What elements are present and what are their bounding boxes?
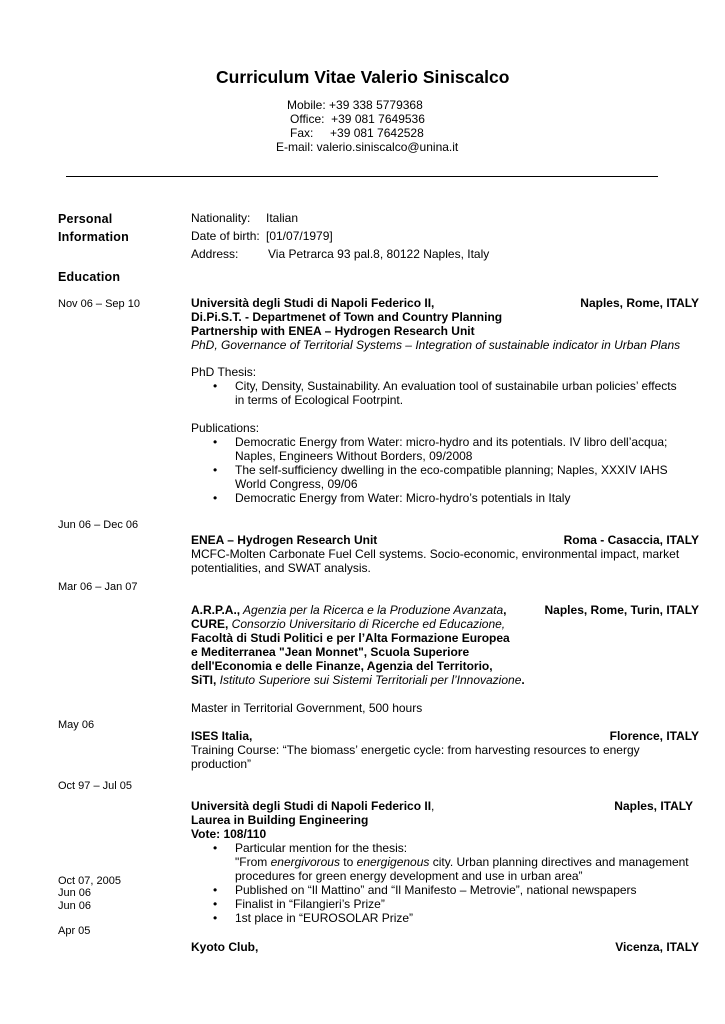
bullet: •	[213, 841, 218, 855]
date-entry5: Oct 97 – Jul 05	[58, 780, 132, 792]
entry1-pub2-line2: World Congress, 09/06	[235, 477, 358, 491]
entry1-location: Naples, Rome, ITALY	[580, 296, 699, 310]
date-entry2: Jun 06 – Dec 06	[58, 519, 139, 531]
entry1-pub2-line1: The self-sufficiency dwelling in the eco-compatible planning; Naples, XXXIV IAHS	[235, 463, 668, 477]
header-divider	[66, 176, 658, 177]
entry5-thesis-energigenous: energigenous	[356, 855, 430, 869]
entry5-thesis-line3: procedures for green energy development and use in urban area”	[235, 869, 583, 883]
entry5-published: Published on “Il Mattino” and “Il Manifesto – Metrovie”, national newspapers	[235, 883, 637, 897]
entry1-pub1-line1: Democratic Energy from Water: micro-hydro and its potentials. IV libro dell’acqua;	[235, 435, 668, 449]
date-entry4: May 06	[58, 719, 95, 731]
section-personal-line2: Information	[58, 230, 129, 244]
bullet: •	[213, 883, 218, 897]
contact-fax: Fax: +39 081 7642528	[290, 126, 424, 140]
entry2-org: ENEA – Hydrogen Research Unit	[191, 533, 378, 547]
entry1-pub3: Democratic Energy from Water: Micro-hydro’s potentials in Italy	[235, 491, 571, 505]
bullet: •	[213, 379, 218, 393]
entry3-line2	[191, 617, 505, 631]
entry3-line5: dell'Economia e delle Finanze, Agenzia del Territorio,	[191, 659, 493, 673]
bullet: •	[213, 491, 218, 505]
entry3-line6	[191, 673, 525, 687]
bullet: •	[213, 435, 218, 449]
entry3-siti: SiTI,	[191, 673, 217, 687]
entry2-location: Roma - Casaccia, ITALY	[563, 533, 699, 547]
entry3-arpa: A.R.P.A.,	[191, 603, 241, 617]
section-education: Education	[58, 270, 121, 284]
entry1-department: Di.Pi.S.T. - Departmenet of Town and Country Planning	[191, 310, 503, 324]
entry5-thesis-title	[235, 855, 689, 869]
entry4-desc-line2: production”	[191, 757, 252, 771]
entry5-thesis-part-a: "From	[235, 855, 271, 869]
entry3-siti-period: .	[521, 673, 525, 687]
entry3-arpa-comma: ,	[503, 603, 507, 617]
entry3-arpa-name: Agenzia per la Ricerca e la Produzione Avanzata	[240, 603, 504, 617]
bullet: •	[213, 897, 218, 911]
entry3-cure-name: Consorzio Universitario di Ricerche ed Educazione,	[228, 617, 506, 631]
date-entry6: Apr 05	[58, 925, 91, 937]
entry5-org: Università degli Studi di Napoli Federico II	[191, 799, 432, 813]
entry3-line4: e Mediterranea "Jean Monnet", Scuola Superiore	[191, 645, 470, 659]
date-mention: Oct 07, 2005	[58, 875, 121, 887]
date-finalist: Jun 06	[58, 900, 92, 912]
entry1-org: Università degli Studi di Napoli Federico II,	[191, 296, 435, 310]
bullet: •	[213, 463, 218, 477]
entry5-org-line	[191, 799, 434, 813]
entry5-finalist: Finalist in “Filangieri’s Prize”	[235, 897, 385, 911]
section-personal-line1: Personal	[58, 212, 113, 226]
page-title: Curriculum Vitae Valerio Siniscalco	[216, 67, 510, 87]
entry3-cure: CURE,	[191, 617, 229, 631]
contact-office: Office: +39 081 7649536	[290, 112, 425, 126]
date-entry1: Nov 06 – Sep 10	[58, 298, 140, 310]
entry4-org: ISES Italia,	[191, 729, 253, 743]
entry2-desc-line1: MCFC-Molten Carbonate Fuel Cell systems. Socio-economic, environmental impact, market	[191, 547, 680, 561]
nationality-label: Nationality:	[191, 211, 251, 225]
entry5-degree: Laurea in Building Engineering	[191, 813, 369, 827]
entry1-thesis-line2: in terms of Ecological Footrpint.	[235, 393, 404, 407]
entry1-degree: PhD, Governance of Territorial Systems – Integration of sustainable indicator in Urban Plans	[191, 338, 681, 352]
dob-label: Date of birth:	[191, 229, 260, 243]
date-published: Jun 06	[58, 887, 92, 899]
entry4-location: Florence, ITALY	[609, 729, 699, 743]
entry3-siti-name: Istituto Superiore sui Sistemi Territoriali per l’Innovazione	[216, 673, 522, 687]
address-label: Address:	[191, 247, 239, 261]
entry5-thesis-part-c: city. Urban planning directives and management	[429, 855, 689, 869]
entry4-desc-line1: Training Course: “The biomass’ energetic cycle: from harvesting resources to energy	[191, 743, 640, 757]
contact-email: E-mail: valerio.siniscalco@unina.it	[276, 140, 459, 154]
entry1-publications-label: Publications:	[191, 421, 260, 435]
address-value: Via Petrarca 93 pal.8, 80122 Naples, Italy	[268, 247, 490, 261]
entry1-pub1-line2: Naples, Engineers Without Borders, 09/2008	[235, 449, 473, 463]
entry6-location: Vicenza, ITALY	[615, 940, 699, 954]
bullet: •	[213, 911, 218, 925]
date-entry3: Mar 06 – Jan 07	[58, 581, 138, 593]
entry5-location: Naples, ITALY	[614, 799, 693, 813]
entry6-org: Kyoto Club,	[191, 940, 259, 954]
nationality-value: Italian	[266, 211, 299, 225]
entry5-mention: Particular mention for the thesis:	[235, 841, 408, 855]
dob-value: [01/07/1979]	[266, 229, 333, 243]
entry5-vote: Vote: 108/110	[191, 827, 267, 841]
contact-mobile: Mobile: +39 338 5779368	[287, 98, 423, 112]
entry5-org-comma: ,	[431, 799, 435, 813]
entry3-location: Naples, Rome, Turin, ITALY	[544, 603, 699, 617]
entry5-thesis-part-b: to	[339, 855, 357, 869]
entry3-line3: Facoltà di Studi Politici e per l’Alta Formazione Europea	[191, 631, 510, 645]
entry1-partnership: Partnership with ENEA – Hydrogen Research Unit	[191, 324, 475, 338]
entry5-first-place: 1st place in “EUROSOLAR Prize”	[235, 911, 414, 925]
entry5-thesis-energivorous: energivorous	[270, 855, 340, 869]
entry3-line1	[191, 603, 507, 617]
entry1-thesis-line1: City, Density, Sustainability. An evaluation tool of sustainabile urban policies’ effects	[235, 379, 677, 393]
entry3-master: Master in Territorial Government, 500 hours	[191, 701, 423, 715]
entry1-thesis-label: PhD Thesis:	[191, 365, 257, 379]
entry2-desc-line2: potentialities, and SWAT analysis.	[191, 561, 371, 575]
